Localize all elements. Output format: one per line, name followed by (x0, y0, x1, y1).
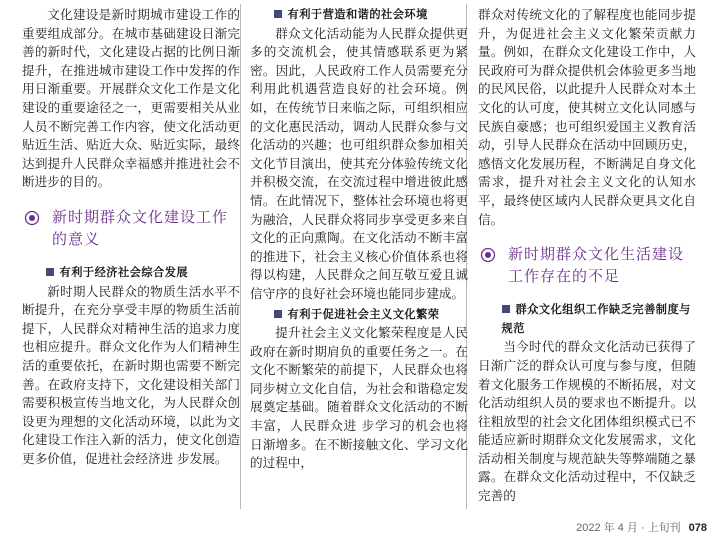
subheading-text: 群众文化组织工作缺乏完善制度与规范 (501, 303, 691, 335)
page-number: 078 (688, 522, 707, 534)
square-bullet-icon (274, 10, 282, 18)
paragraph: 文化建设是新时期城市建设工作的重要组成部分。在城市基础建设日渐完善的新时代，文化建设占据的比例日渐提升，在推进城市建设工作中发挥的作用日渐重要。开展群众文化工作是文化建设的重要途径之一，更需要相关从业人员不断完善工作内容，使文化活动更贴近生活、贴近大众、贴近实际，最终达到提升人民群众幸福感并推进社会不断进步的目的。 (22, 7, 240, 190)
paragraph: 提升社会主义文化繁荣程度是人民政府在新时期肩负的重要任务之一。在文化不断繁荣的前提下，人民群众也将同步树立文化自信，为社会和谐稳定发展奠定基础。随着群众文化活动的不断丰富，人民群众进 步学习的机会也将日渐增多。在不断接触文化、学习文化的过程中， (250, 325, 468, 471)
subheading (250, 306, 468, 325)
subheading-text: 有利于营造和谐的社会环境 (287, 8, 428, 21)
subheading (250, 6, 468, 25)
column-1 (22, 6, 240, 468)
square-bullet-icon (274, 310, 282, 318)
paragraph: 新时期人民群众的物质生活水平不断提升，在充分享受丰厚的物质生活前提下，人民群众对精神生活的追求力度也相应提升。群众文化作为人们精神生活的重要依托，在新时期也需要不断完善。在政府支持下，文化建设相关部门需要积极宣传当地文化，为人民群众创设更为理想的文化活动环境，以此为文化建设工作注入新的活力，使文化创造更多价值，促进社会经济进 步发展。 (22, 283, 240, 466)
page-footer (576, 519, 707, 535)
target-circle-icon (24, 210, 40, 226)
target-circle-icon (480, 247, 496, 263)
square-bullet-icon (502, 305, 510, 313)
column-3 (478, 6, 696, 506)
subheading (22, 264, 240, 283)
section-heading (22, 206, 240, 250)
section-title: 新时期群众文化建设工作的意义 (52, 207, 229, 248)
paragraph: 群众对传统文化的了解程度也能同步提升，为促进社会主义文化繁荣贡献力量。例如，在群众文化建设工作中，人民政府可为群众提供机会体验更多当地的民风民俗，以此提升人民群众对本土文化的认可度，使其树立文化认同感与民族自豪感；也可组织爱国主义教育活动，引导人民群众在活动中回顾历史，感悟文化发展历程，不断满足自身文化需求，提升对社会主义文化的认知水平，最终使区域内人民群众更具文化自信。 (478, 7, 696, 227)
subheading-text: 有利于促进社会主义文化繁荣 (287, 307, 440, 321)
paragraph: 群众文化活动能为人民群众提供更多的交流机会，使其情感联系更为紧密。因此，人民政府工作人员需要充分利用此机遇营造良好的社会环境。例如，在传统节日来临之际，可组织相应的文化惠民活动，调动人民群众参与文化活动的兴趣；也可组织群众参加相关文化节目演出，使其充分体验传统文化并积极交流，在交流过程中增进彼此感情。在此情况下，整体社会环境也将更为融洽，人民群众将同步享受更多来自文化的正向熏陶。在文化活动不断丰富的推进下，社会主义核心价值体系也将得以构建，人民群众之间互敬互爱且诚信守序的良好社会环境也能同步建成。 (250, 25, 468, 301)
section-heading (478, 243, 696, 287)
subheading-text: 有利于经济社会综合发展 (59, 265, 189, 279)
section-title: 新时期群众文化生活建设工作存在的不足 (508, 245, 685, 286)
column-2 (250, 6, 468, 473)
issue-date: 2022 年 4 月 · 上旬刊 (576, 522, 681, 534)
subheading (478, 301, 696, 338)
square-bullet-icon (46, 268, 54, 276)
paragraph: 当今时代的群众文化活动已获得了日渐广泛的群众认可度与参与度，但随着文化服务工作规模的不断拓展，对文化活动组织人员的要求也不断提升。以往粗放型的社会文化团体组织模式已不能适应新时期群众文化发展需求，文化活动相关制度与规范缺失等弊端随之暴露。在群众文化活动过程中，不仅缺乏完善的 (478, 339, 696, 504)
column-divider (240, 4, 241, 509)
